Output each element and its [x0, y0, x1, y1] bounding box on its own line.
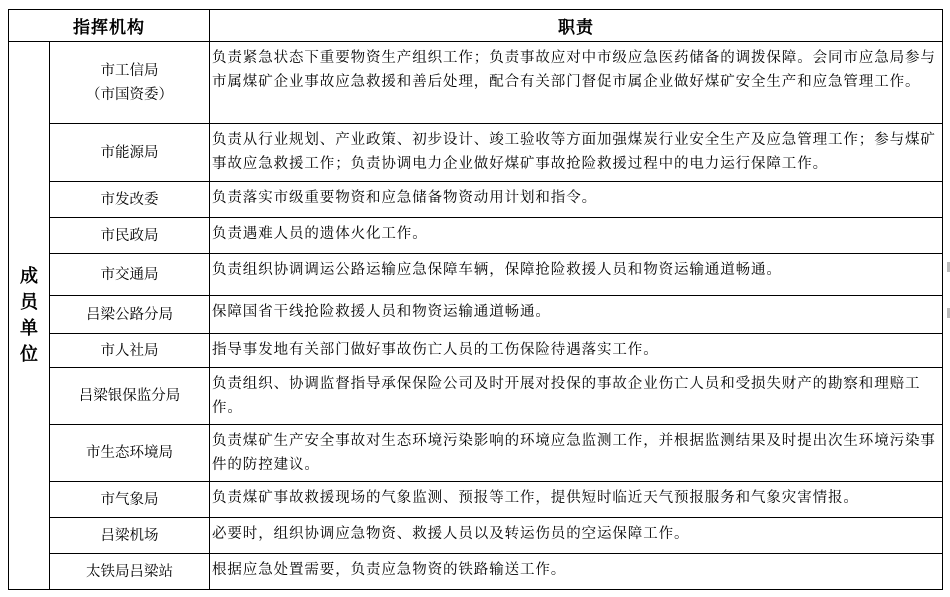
header-org: 指挥机构 — [9, 10, 210, 42]
duty-cell: 负责遇难人员的遗体火化工作。 — [210, 218, 943, 254]
org-cell: 太铁局吕梁站 — [50, 554, 210, 590]
org-cell: 市气象局 — [50, 482, 210, 518]
org-cell: 吕梁公路分局 — [50, 296, 210, 334]
table-row — [9, 482, 943, 518]
org-cell: 市交通局 — [50, 254, 210, 296]
header-row — [9, 10, 943, 42]
table-row — [9, 368, 943, 425]
org-cell: 市民政局 — [50, 218, 210, 254]
duty-cell: 必要时，组织协调应急物资、救援人员以及转运伤员的空运保障工作。 — [210, 518, 943, 554]
table-row — [9, 334, 943, 368]
org-cell: 市人社局 — [50, 334, 210, 368]
duty-cell: 负责从行业规划、产业政策、初步设计、竣工验收等方面加强煤炭行业安全生产及应急管理工作；参与煤矿事故应急救援工作；负责协调电力企业做好煤矿事故抢险救援过程中的电力运行保障工作。 — [210, 124, 943, 182]
duty-cell: 负责组织协调调运公路运输应急保障车辆，保障抢险救援人员和物资运输通道畅通。 — [210, 254, 943, 296]
org-cell: 市能源局 — [50, 124, 210, 182]
group-label-cell — [9, 42, 50, 590]
duty-table — [8, 9, 943, 590]
duty-cell: 负责紧急状态下重要物资生产组织工作；负责事故应对中市级应急医药储备的调拨保障。会同市应急局参与市属煤矿企业事故应急救援和善后处理，配合有关部门督促市属企业做好煤矿安全生产和应急管理工作。 — [210, 42, 943, 124]
table-row — [9, 518, 943, 554]
org-name: 市工信局 — [100, 62, 159, 79]
group-label: 成员单位 — [20, 265, 38, 365]
org-cell — [50, 42, 210, 124]
table-row — [9, 218, 943, 254]
table-row — [9, 42, 943, 124]
duty-cell: 负责煤矿事故救援现场的气象监测、预报等工作，提供短时临近天气预报服务和气象灾害情报。 — [210, 482, 943, 518]
duty-cell: 根据应急处置需要，负责应急物资的铁路输送工作。 — [210, 554, 943, 590]
org-cell: 吕梁机场 — [50, 518, 210, 554]
table-row — [9, 296, 943, 334]
duty-cell: 保障国省干线抢险救援人员和物资运输通道畅通。 — [210, 296, 943, 334]
table-row — [9, 182, 943, 218]
org-subname: （市国资委） — [86, 86, 173, 103]
duty-cell: 指导事发地有关部门做好事故伤亡人员的工伤保险待遇落实工作。 — [210, 334, 943, 368]
duty-cell: 负责落实市级重要物资和应急储备物资动用计划和指令。 — [210, 182, 943, 218]
header-duty: 职责 — [210, 10, 943, 42]
duty-cell: 负责煤矿生产安全事故对生态环境污染影响的环境应急监测工作，并根据监测结果及时提出次生环境污染事件的防控建议。 — [210, 425, 943, 482]
duty-cell: 负责组织、协调监督指导承保保险公司及时开展对投保的事故企业伤亡人员和受损失财产的勘察和理赔工作。 — [210, 368, 943, 425]
org-cell: 市生态环境局 — [50, 425, 210, 482]
table-row — [9, 124, 943, 182]
org-cell: 吕梁银保监分局 — [50, 368, 210, 425]
table-row — [9, 425, 943, 482]
table-row — [9, 554, 943, 590]
org-cell: 市发改委 — [50, 182, 210, 218]
table-row — [9, 254, 943, 296]
